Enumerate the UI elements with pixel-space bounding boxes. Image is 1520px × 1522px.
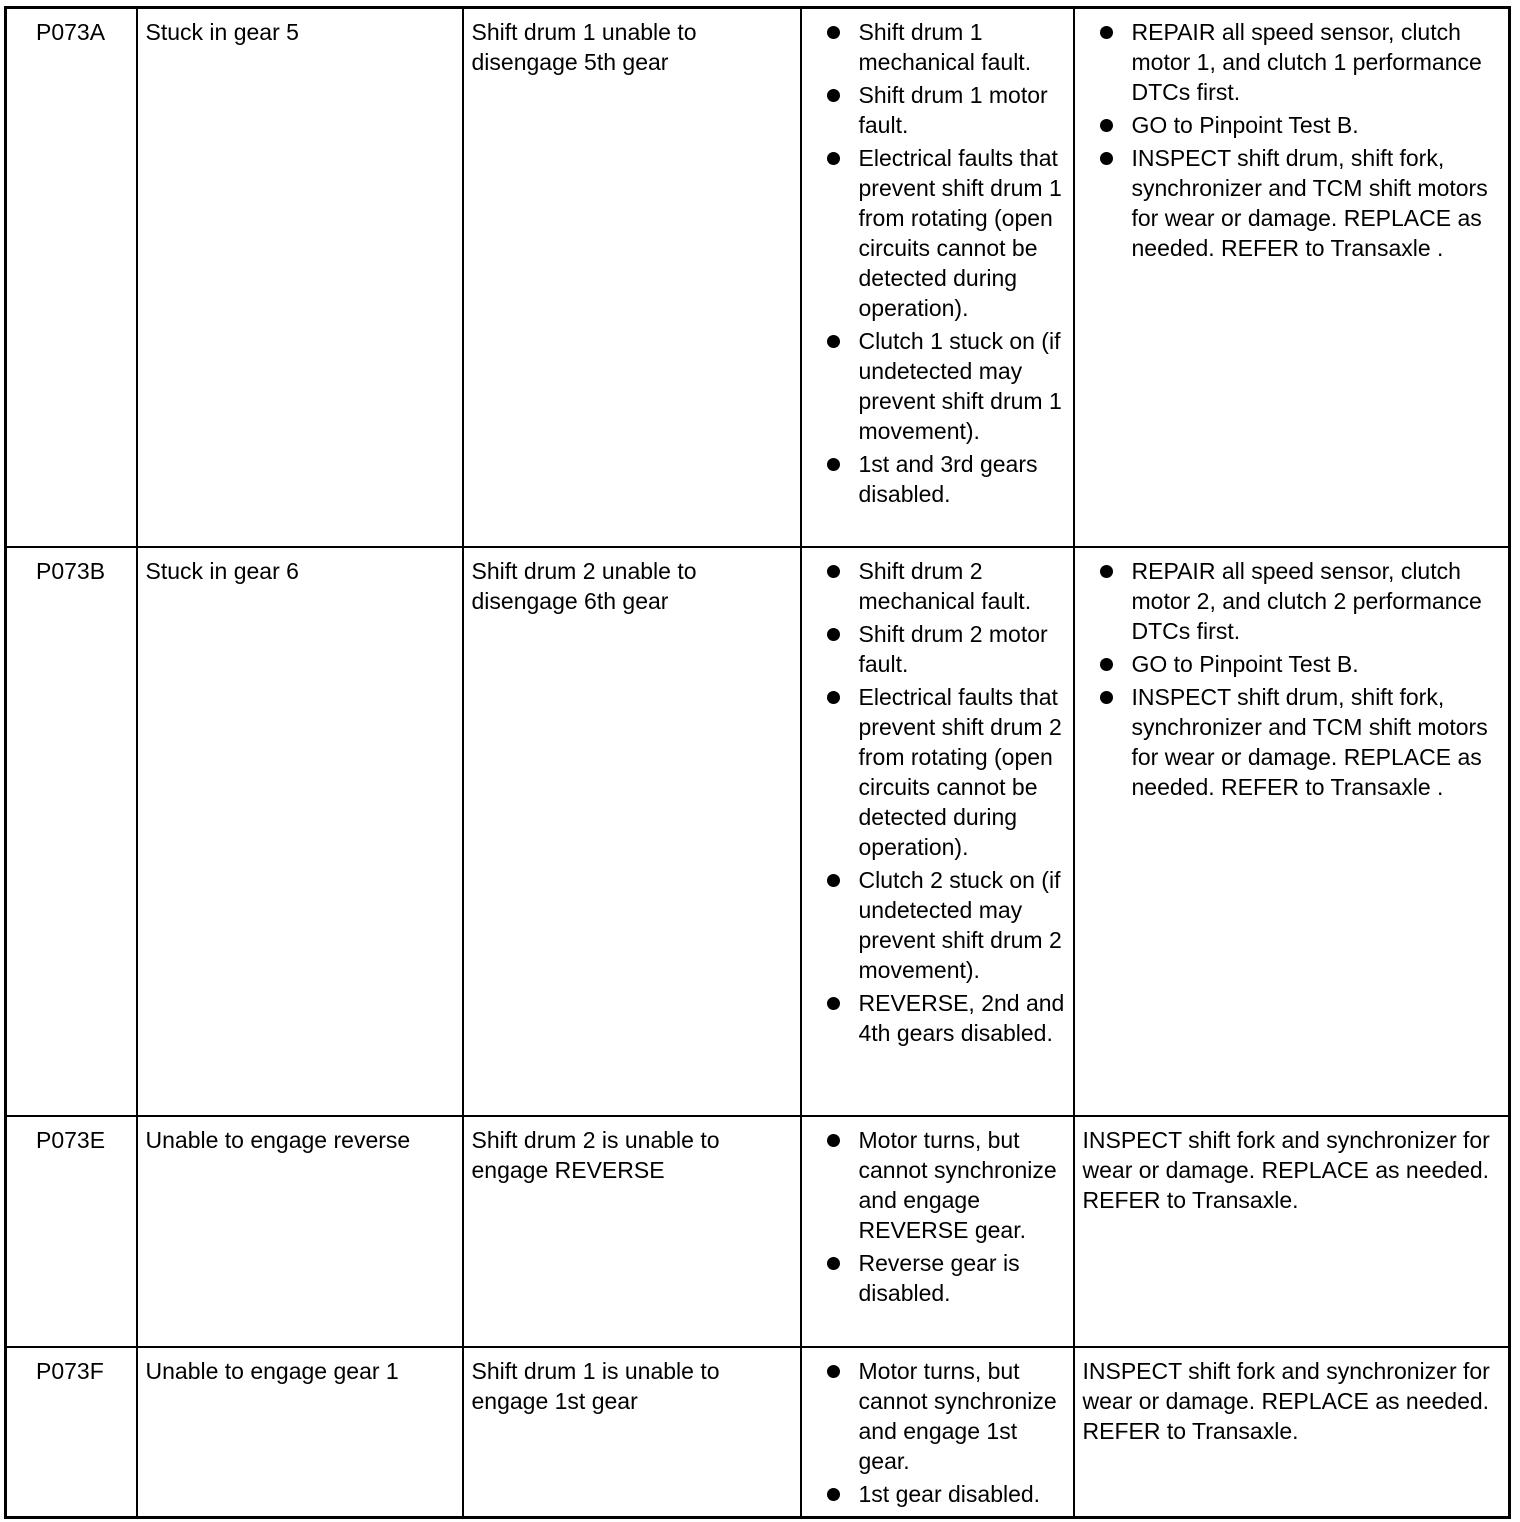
table-row (6, 8, 1510, 547)
bullet-icon (827, 691, 840, 704)
list-item: 1st gear disabled. (810, 1479, 1065, 1509)
dtc-description: Unable to engage gear 1 (137, 1347, 463, 1518)
diagnostic-actions (1074, 547, 1510, 1116)
diagnostic-actions (1074, 1347, 1510, 1518)
diagnostic-actions (1074, 8, 1510, 547)
dtc-condition: Shift drum 2 is unable to engage REVERSE (463, 1116, 801, 1347)
list-item: REVERSE, 2nd and 4th gears disabled. (810, 988, 1065, 1048)
causes-list (810, 17, 1065, 509)
bullet-icon (827, 152, 840, 165)
bullet-icon (1100, 565, 1113, 578)
possible-causes (801, 8, 1074, 547)
bullet-icon (827, 89, 840, 102)
list-item: Motor turns, but cannot synchronize and engage REVERSE gear. (810, 1125, 1065, 1245)
list-item: Shift drum 1 motor fault. (810, 80, 1065, 140)
possible-causes (801, 1347, 1074, 1518)
list-item: 1st and 3rd gears disabled. (810, 449, 1065, 509)
list-item: Motor turns, but cannot synchronize and engage 1st gear. (810, 1356, 1065, 1476)
table-row (6, 1347, 1510, 1518)
possible-causes (801, 547, 1074, 1116)
bullet-icon (1100, 119, 1113, 132)
dtc-condition: Shift drum 2 unable to disengage 6th gear (463, 547, 801, 1116)
list-item: Shift drum 1 mechanical fault. (810, 17, 1065, 77)
actions-list (1083, 556, 1501, 802)
bullet-icon (827, 458, 840, 471)
bullet-icon (827, 1257, 840, 1270)
bullet-icon (1100, 691, 1113, 704)
list-item: Shift drum 2 motor fault. (810, 619, 1065, 679)
list-item: Shift drum 2 mechanical fault. (810, 556, 1065, 616)
dtc-code: P073F (6, 1347, 137, 1518)
list-item: GO to Pinpoint Test B. (1083, 110, 1501, 140)
list-item: REPAIR all speed sensor, clutch motor 2, and clutch 2 performance DTCs first. (1083, 556, 1501, 646)
causes-list (810, 1125, 1065, 1308)
diagnostic-actions (1074, 1116, 1510, 1347)
actions-list (1083, 17, 1501, 263)
bullet-icon (827, 1365, 840, 1378)
causes-list (810, 556, 1065, 1048)
bullet-icon (827, 1134, 840, 1147)
list-item: INSPECT shift drum, shift fork, synchronizer and TCM shift motors for wear or damage. REPLACE as needed. REFER to Transaxle . (1083, 682, 1501, 802)
bullet-icon (827, 26, 840, 39)
bullet-icon (827, 874, 840, 887)
action-text: INSPECT shift fork and synchronizer for wear or damage. REPLACE as needed. REFER to Transaxle. (1082, 1126, 1490, 1213)
dtc-condition: Shift drum 1 is unable to engage 1st gear (463, 1347, 801, 1518)
table-row (6, 1116, 1510, 1347)
bullet-icon (827, 1488, 840, 1501)
list-item: Electrical faults that prevent shift drum 2 from rotating (open circuits cannot be detected during operation). (810, 682, 1065, 862)
list-item: Electrical faults that prevent shift drum 1 from rotating (open circuits cannot be detected during operation). (810, 143, 1065, 323)
causes-list (810, 1356, 1065, 1509)
possible-causes (801, 1116, 1074, 1347)
dtc-code: P073E (6, 1116, 137, 1347)
dtc-code: P073B (6, 547, 137, 1116)
bullet-icon (1100, 152, 1113, 165)
dtc-description: Stuck in gear 5 (137, 8, 463, 547)
bullet-icon (827, 565, 840, 578)
table-row (6, 547, 1510, 1116)
bullet-icon (1100, 26, 1113, 39)
dtc-table (4, 6, 1511, 1519)
list-item: Reverse gear is disabled. (810, 1248, 1065, 1308)
action-text: INSPECT shift fork and synchronizer for wear or damage. REPLACE as needed. REFER to Transaxle. (1082, 1357, 1490, 1444)
dtc-description: Stuck in gear 6 (137, 547, 463, 1116)
list-item: Clutch 1 stuck on (if undetected may prevent shift drum 1 movement). (810, 326, 1065, 446)
bullet-icon (1100, 658, 1113, 671)
list-item: REPAIR all speed sensor, clutch motor 1, and clutch 1 performance DTCs first. (1083, 17, 1501, 107)
dtc-code: P073A (6, 8, 137, 547)
dtc-description: Unable to engage reverse (137, 1116, 463, 1347)
bullet-icon (827, 628, 840, 641)
bullet-icon (827, 997, 840, 1010)
list-item: GO to Pinpoint Test B. (1083, 649, 1501, 679)
list-item: Clutch 2 stuck on (if undetected may prevent shift drum 2 movement). (810, 865, 1065, 985)
list-item: INSPECT shift drum, shift fork, synchronizer and TCM shift motors for wear or damage. REPLACE as needed. REFER to Transaxle . (1083, 143, 1501, 263)
dtc-condition: Shift drum 1 unable to disengage 5th gear (463, 8, 801, 547)
bullet-icon (827, 335, 840, 348)
